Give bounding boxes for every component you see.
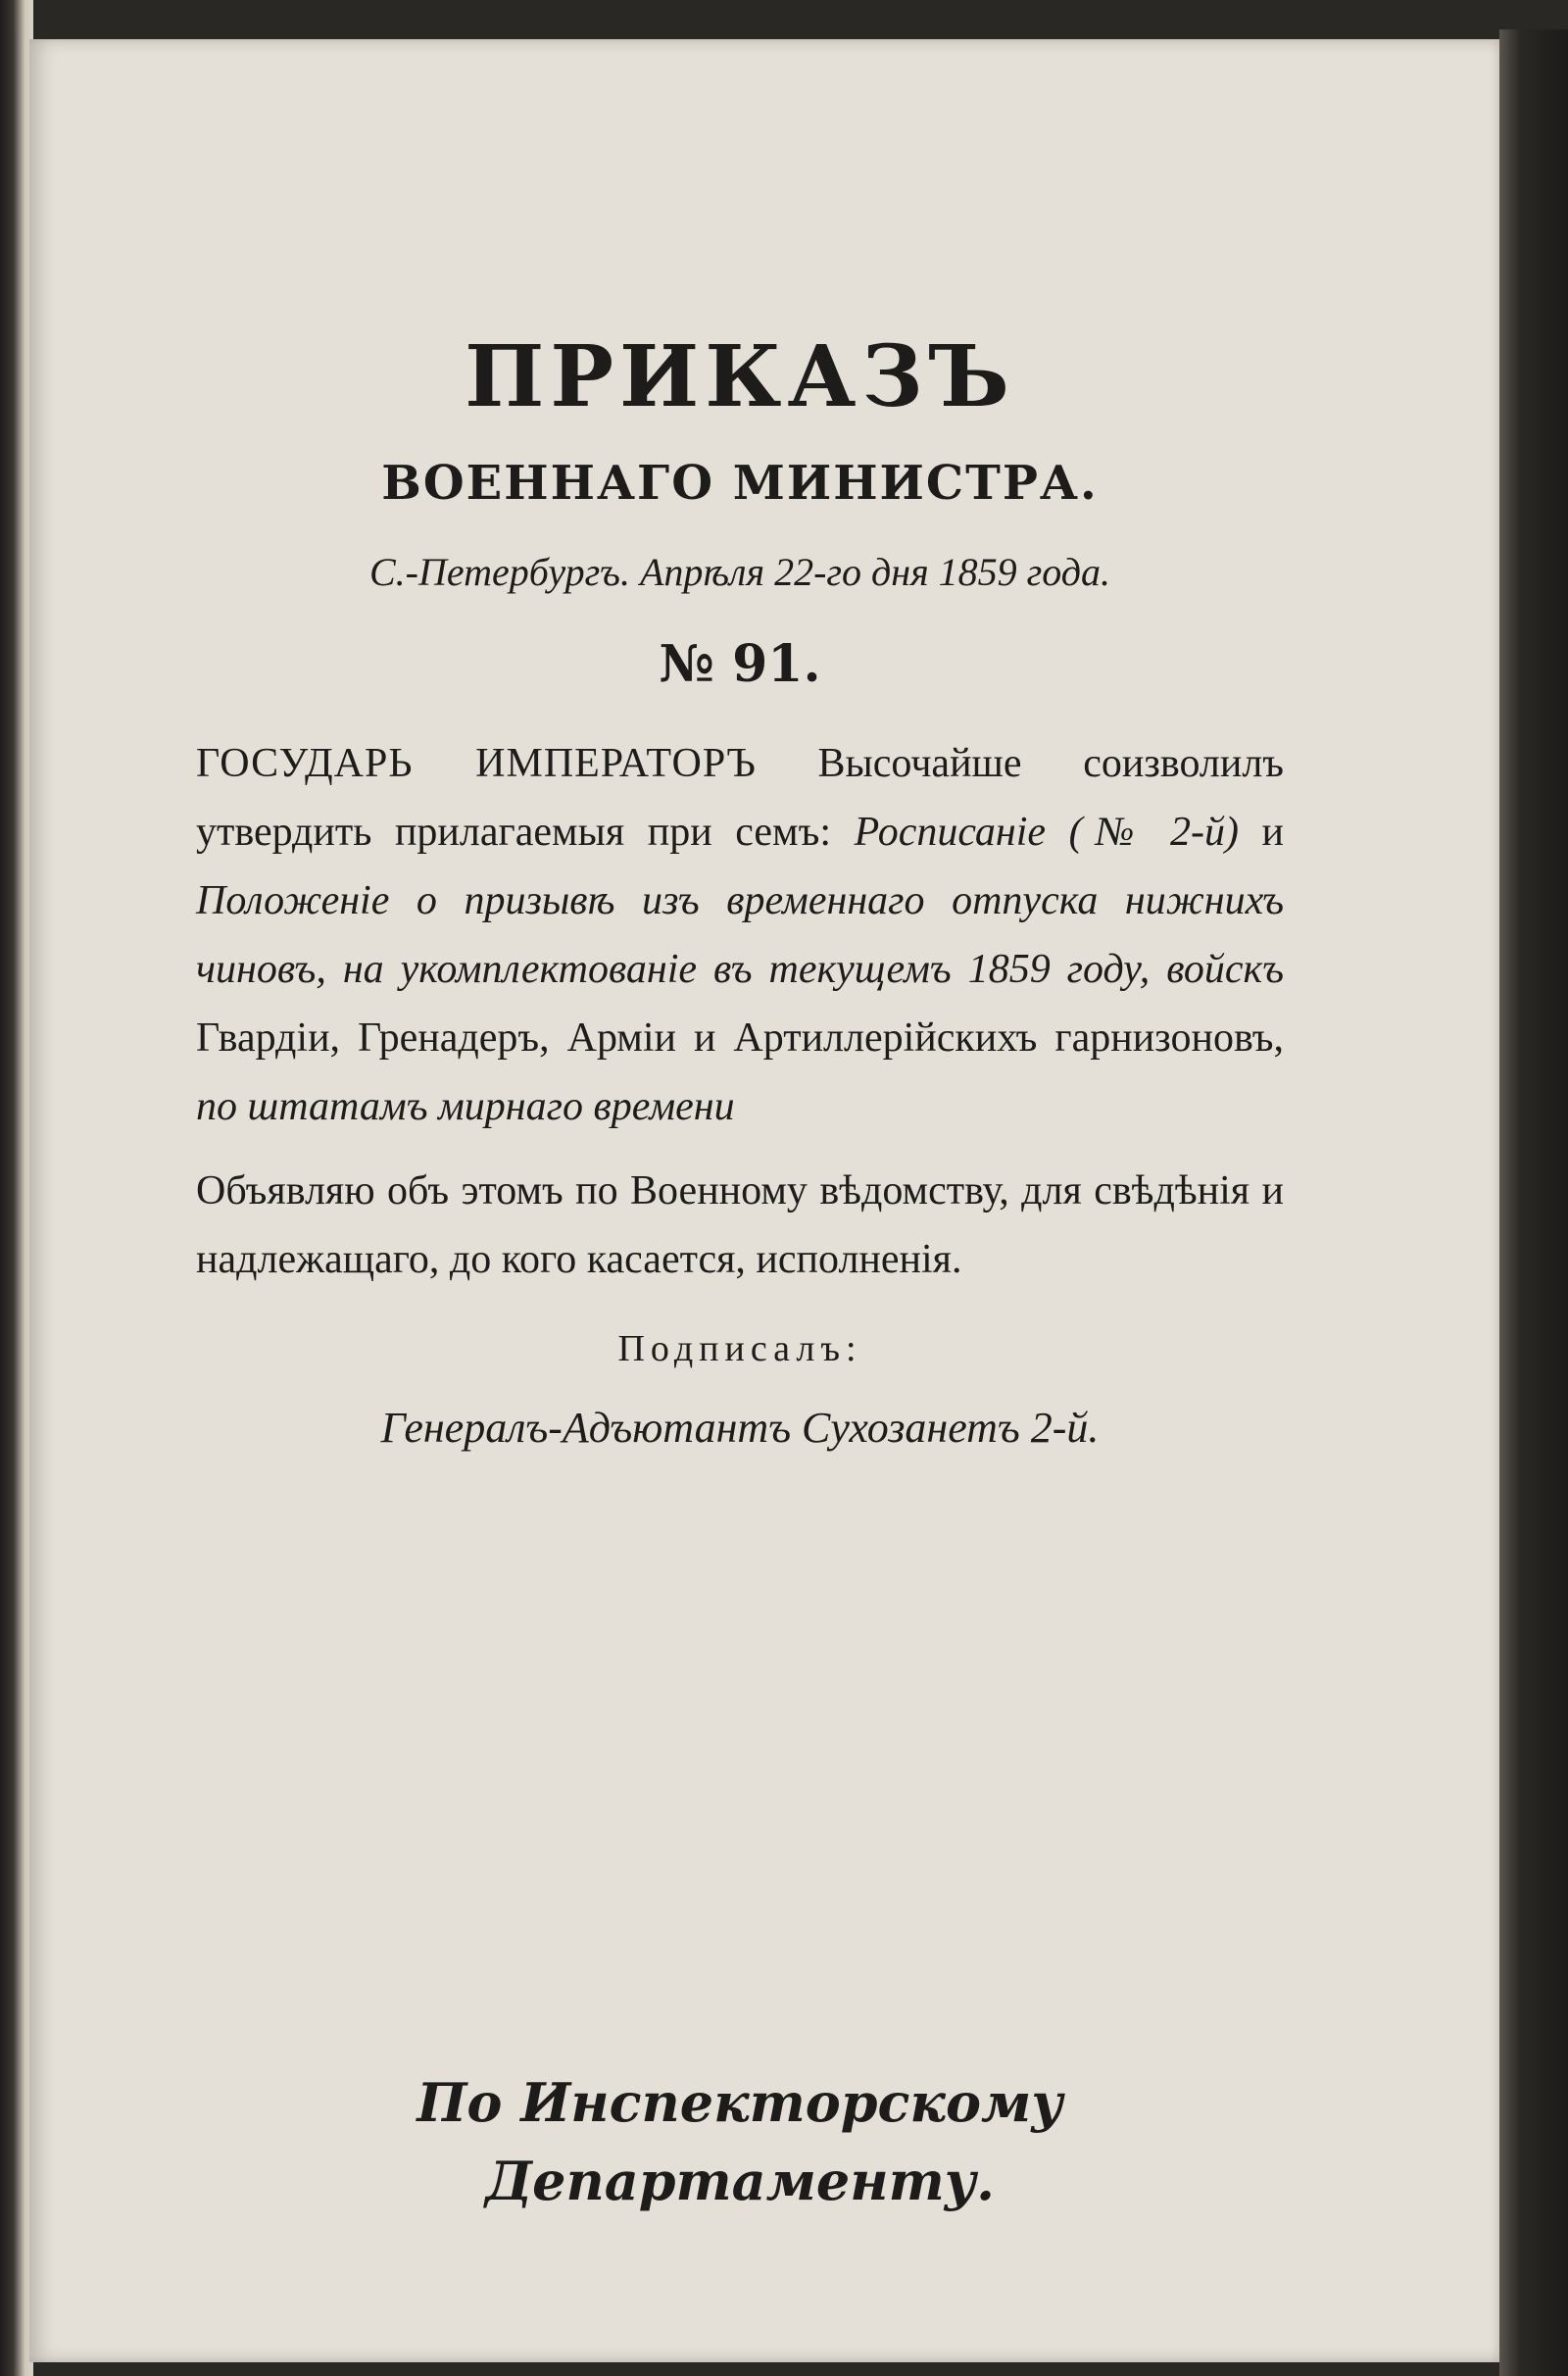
order-number: № 91. — [659, 634, 821, 694]
document-content — [196, 323, 1284, 1460]
paragraph-1-italic-a: Росписаніе (№ 2-й) — [854, 810, 1239, 855]
scan-background — [1499, 29, 1568, 2376]
paragraph-1-text-a: Высочайше соизволилъ утвердить прилагаемыя при семъ: — [196, 741, 1284, 855]
paragraph-1-text-b: и — [1238, 810, 1285, 855]
signer-name: Генералъ-Адъютантъ Сухозанетъ 2-й. — [380, 1404, 1100, 1452]
page-binding-edge — [0, 0, 33, 2376]
document-title: ПРИКАЗЪ — [465, 327, 1015, 426]
emperor-title: ГОСУДАРЬ ИМПЕРАТОРЪ — [196, 741, 757, 786]
paragraph-1-text-c: Гвардіи, Гренадеръ, Арміи и Артиллерійскихъ гарнизоновъ, — [196, 1015, 1284, 1061]
department-heading: По Инспекторскому Департаменту. — [416, 2071, 1063, 2212]
dateline: С.-Петербургъ. Апрѣля 22-го дня 1859 года. — [369, 550, 1110, 594]
paragraph-1-italic-c: по штатамъ мирнаго времени — [196, 1084, 735, 1129]
document-subtitle: ВОЕННАГО МИНИСТРА. — [381, 456, 1099, 511]
signed-label: Подписалъ: — [617, 1328, 862, 1369]
order-paragraph-2: Объявляю объ этомъ по Военному вѣдомству, для свѣдѣнія и надлежащаго, до кого касается, исполненія. — [196, 1168, 1284, 1282]
order-paragraph-1 — [196, 729, 1284, 1141]
paragraph-1-italic-b: Положеніе о призывѣ изъ временнаго отпуска нижнихъ чиновъ, на укомплектованіе въ текущемъ 1859 году, войскъ — [196, 878, 1284, 992]
